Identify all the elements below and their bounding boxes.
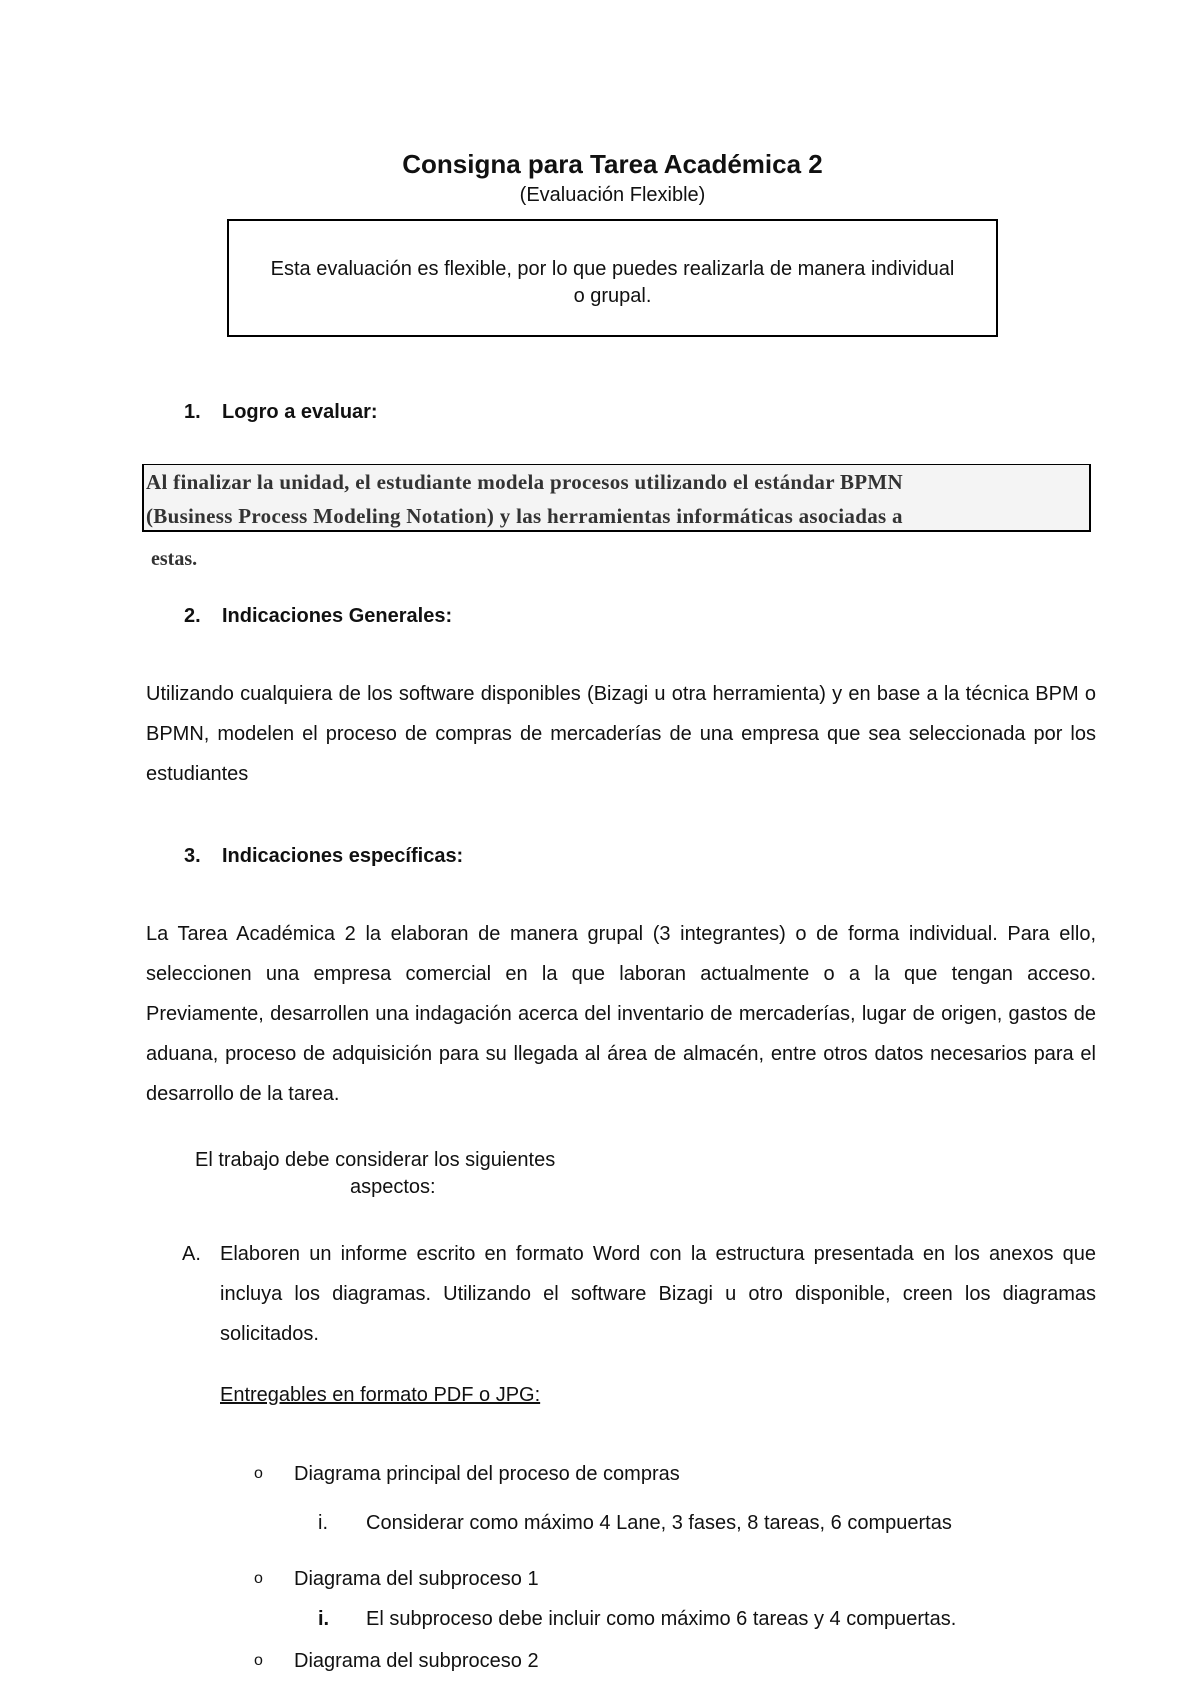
roman-marker: i. [318,1608,330,1630]
general-instructions-paragraph [146,674,1096,794]
notice-text: Esta evaluación es flexible, por lo que puedes realizarla de manera individual o grupal. [270,258,955,307]
section-title: Indicaciones Generales: [222,605,453,627]
deliverable-item [254,1568,539,1591]
subitem-text: El subproceso debe incluir como máximo 6 tareas y 4 compuertas. [366,1608,957,1630]
deliverable-item [254,1650,539,1673]
paragraph-text: La Tarea Académica 2 la elaboran de manera grupal (3 integrantes) o de forma individual. Para ello, seleccionen una empresa comercial en la que laboran actualmente o a la que tengan acceso. Previamente, desarrollen una indagación acerca del inventario de mercaderías, lugar de origen, gastos de aduana, proceso de adquisición para su llegada al área de almacén, entre otros datos necesarios para el desarrollo de la tarea. [146,923,1096,1105]
section-2-heading [184,605,452,628]
hollow-bullet-icon: o [254,1652,263,1669]
deliverables-label: Entregables en formato PDF o JPG: [220,1384,541,1406]
learning-outcome-tail: estas. [151,548,198,570]
item-a-text: Elaboren un informe escrito en formato Word con la estructura presentada en los anexos que incluya los diagramas. Utilizando el software Bizagi u otro disponible, creen los diagramas solicitados. [220,1243,1096,1345]
document-subtitle: (Evaluación Flexible) [519,184,706,206]
item-a [182,1234,1096,1354]
deliverable-label: Diagrama del subproceso 2 [294,1650,539,1672]
section-number: 1. [184,401,201,423]
section-3-heading [184,845,463,868]
item-marker: A. [182,1243,201,1265]
learning-outcome-text: Al finalizar la unidad, el estudiante modela procesos utilizando el estándar BPMN (Business Process Modeling Notation) y las herramientas informáticas asociadas a [146,470,904,528]
deliverable-label: Diagrama del subproceso 1 [294,1568,539,1590]
subitem-text: Considerar como máximo 4 Lane, 3 fases, 8 tareas, 6 compuertas [366,1512,952,1534]
deliverable-label: Diagrama principal del proceso de compras [294,1463,680,1485]
aspects-line-1: El trabajo debe considerar los siguientes [195,1149,556,1171]
hollow-bullet-icon: o [254,1465,263,1482]
deliverable-subitem [318,1608,956,1631]
paragraph-text: Utilizando cualquiera de los software disponibles (Bizagi u otra herramienta) y en base a la técnica BPM o BPMN, modelen el proceso de compras de mercaderías de una empresa que sea seleccionada por los estudiantes [146,683,1096,785]
aspects-intro [195,1147,615,1201]
aspects-line-2: aspectos: [350,1176,436,1198]
section-number: 3. [184,845,201,867]
hollow-bullet-icon: o [254,1570,263,1587]
document-title: Consigna para Tarea Académica 2 [402,149,823,179]
specific-instructions-paragraph [146,914,1096,1114]
section-1-heading [184,401,378,424]
roman-marker: i. [318,1512,328,1534]
flexible-evaluation-notice [227,219,998,337]
section-number: 2. [184,605,201,627]
deliverable-subitem [318,1512,952,1535]
learning-outcome-box [142,464,1091,532]
section-title: Indicaciones específicas: [222,845,464,867]
deliverable-item [254,1463,680,1486]
section-title: Logro a evaluar: [222,401,378,423]
